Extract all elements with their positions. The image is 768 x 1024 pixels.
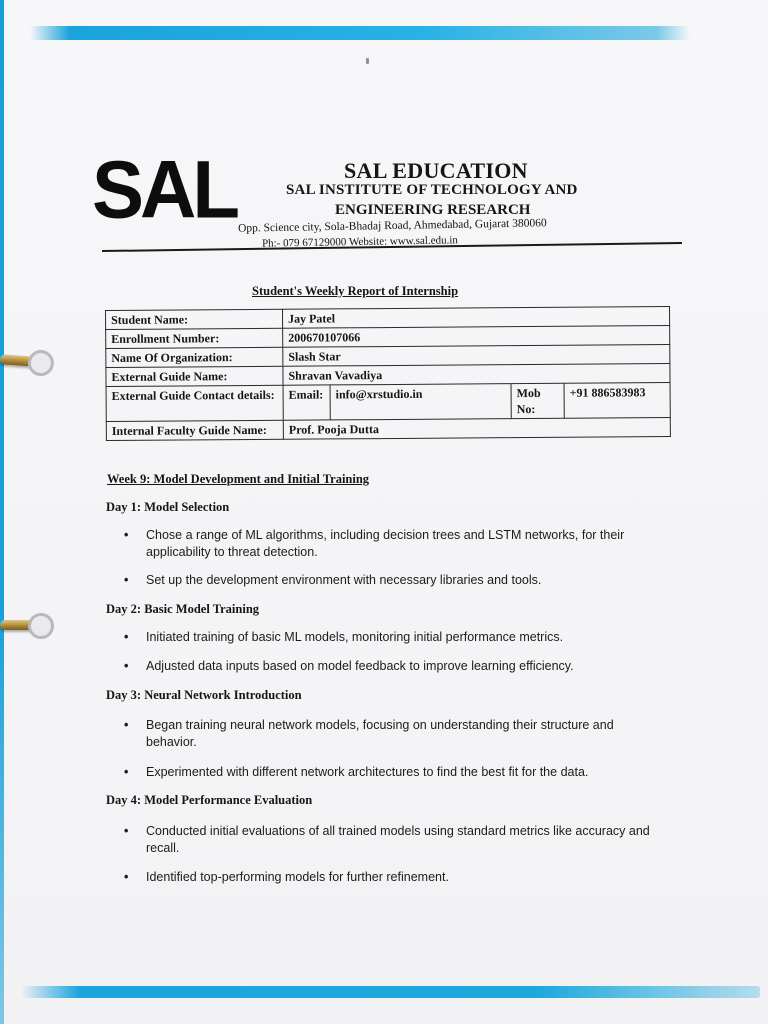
- list-item: [124, 572, 664, 589]
- day-heading: Day 1: Model Selection: [106, 500, 230, 514]
- binder-edge: [0, 0, 4, 1024]
- table-row: [106, 383, 670, 422]
- institute-contact: Ph:- 079 67129000 Website: www.sal.edu.in: [261, 234, 458, 250]
- page-edge-bottom: [20, 986, 760, 998]
- day-heading: Day 3: Neural Network Introduction: [106, 688, 302, 702]
- day-heading: Day 4: Model Performance Evaluation: [106, 793, 313, 807]
- guide-contact-label: External Guide Contact details:: [106, 385, 283, 421]
- bullet-icon: •: [124, 765, 129, 779]
- list-item: [124, 527, 664, 561]
- internal-guide-label: Internal Faculty Guide Name:: [106, 420, 283, 440]
- student-name-label: Student Name:: [106, 309, 283, 329]
- list-item: [124, 869, 664, 886]
- organization-value: Slash Star: [283, 345, 670, 367]
- bullet-icon: •: [124, 870, 129, 884]
- organization-label: Name Of Organization:: [106, 347, 283, 367]
- institute-subtitle-line1: SAL INSTITUTE OF TECHNOLOGY AND: [286, 182, 578, 198]
- report-title: Student's Weekly Report of Internship: [252, 284, 459, 298]
- list-item: [124, 629, 664, 646]
- page-edge-top: [30, 26, 690, 40]
- list-item: [124, 658, 664, 675]
- list-item-text: Initiated training of basic ML models, monitoring initial performance metrics.: [146, 630, 564, 644]
- bullet-icon: •: [124, 824, 129, 838]
- institute-address: Opp. Science city, Sola-Bhadaj Road, Ahmedabad, Gujarat 380060: [237, 217, 547, 235]
- email-value: info@xrstudio.in: [330, 384, 511, 420]
- bullet-icon: •: [124, 528, 129, 542]
- mobile-label: Mob No:: [511, 383, 564, 418]
- list-item-text: Set up the development environment with necessary libraries and tools.: [146, 573, 542, 587]
- list-item-text: Conducted initial evaluations of all trained models using standard metrics like accuracy and recall.: [146, 824, 650, 855]
- table-row: [106, 418, 670, 441]
- list-item-text: Experimented with different network architectures to find the best fit for the data.: [146, 765, 589, 779]
- binder-ring-icon: [0, 620, 52, 630]
- mobile-value: +91 886583983: [564, 383, 670, 419]
- list-item: [124, 823, 664, 857]
- binder-ring-icon: [0, 354, 52, 368]
- external-guide-value: Shravan Vavadiya: [283, 364, 670, 386]
- week-title: Week 9: Model Development and Initial Training: [107, 472, 370, 486]
- list-item-text: Adjusted data inputs based on model feedback to improve learning efficiency.: [146, 659, 574, 673]
- list-item-text: Chose a range of ML algorithms, including decision trees and LSTM networks, for their applicability to threat detection.: [146, 528, 625, 559]
- institute-subtitle-line2: ENGINEERING RESEARCH: [335, 202, 531, 218]
- bullet-icon: •: [124, 573, 129, 587]
- day-heading: Day 2: Basic Model Training: [106, 602, 260, 616]
- institute-logo: SAL: [92, 142, 236, 236]
- list-item: [124, 764, 664, 781]
- list-item-text: Began training neural network models, focusing on understanding their structure and behavior.: [146, 718, 614, 749]
- list-item-text: Identified top-performing models for further refinement.: [146, 870, 449, 884]
- student-name-value: Jay Patel: [282, 307, 669, 329]
- bullet-icon: •: [124, 659, 129, 673]
- email-label: Email:: [283, 385, 330, 420]
- list-item: [124, 717, 664, 751]
- student-info-table: [105, 306, 671, 441]
- bullet-icon: •: [124, 630, 129, 644]
- staple-mark: [366, 58, 369, 64]
- institute-name: SAL EDUCATION: [344, 158, 528, 183]
- enrollment-label: Enrollment Number:: [106, 328, 283, 348]
- enrollment-value: 200670107066: [283, 326, 670, 348]
- external-guide-label: External Guide Name:: [106, 366, 283, 386]
- bullet-icon: •: [124, 718, 129, 732]
- internal-guide-value: Prof. Pooja Dutta: [283, 418, 670, 440]
